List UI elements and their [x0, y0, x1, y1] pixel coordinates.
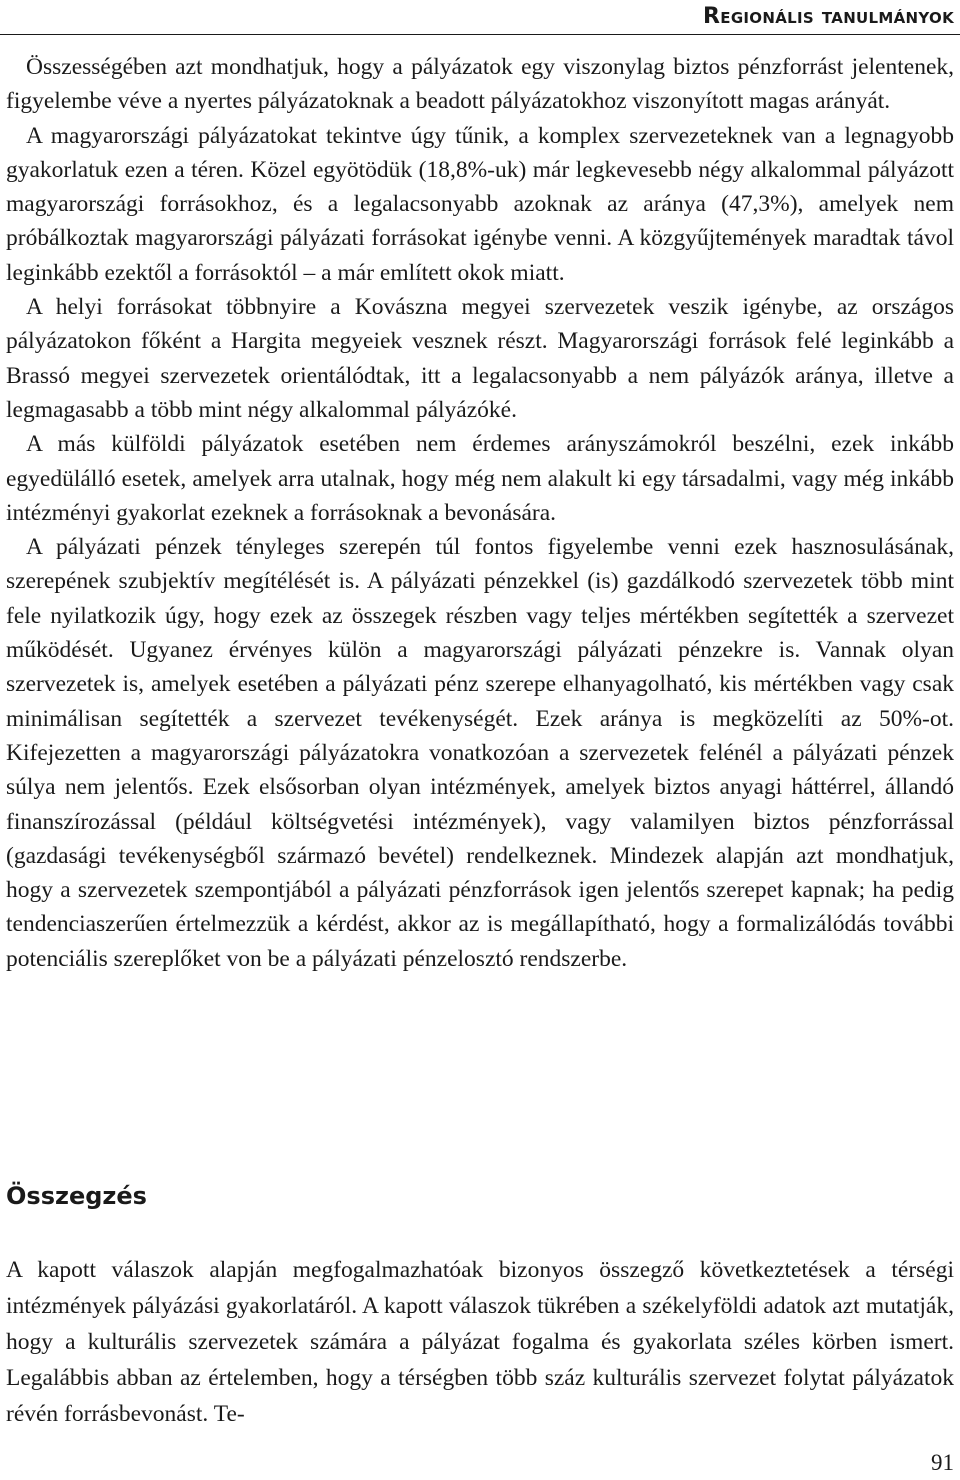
paragraph: A pályázati pénzek tényleges szerepén túl fontos figyelembe venni ezek hasznosulásának, szerepének szubjektív megítélését is. A pályázati pénzekkel (is) gazdálkodó szervezetek több mint fele nyilatkozik úgy, hogy ezek az összegek részben vagy teljes mértékben segítették a szervezet működését. Ugyanez érvényes külön a magyarországi pályázati pénzekre is. Vannak olyan szervezetek is, amelyek esetében a pályázati pénz szerepe elhanyagolható, kis mértékben vagy csak minimálisan segítették a szervezet tevékenységét. Ezek aránya is megközelíti az 50%-ot. Kifejezetten a magyarországi pályázatokra vonatkozóan a szervezetek felénél a pályázati pénzek súlya nem jelentős. Ezek elsősorban olyan intézmények, amelyek biztos anyagi háttérrel, állandó finanszírozással (például költségvetési intézmények), vagy valamilyen biztos pénzforrással (gazdasági tevékenységből származó bevétel) rendelkeznek. Mindezek alapján azt mondhatjuk, hogy a szervezetek szempontjából a pályázati pénzforrások igen jelentős szerepet kapnak; ha pedig tendenciaszerűen értelmezzük a kérdést, akkor az is megállapítható, hogy a formalizálódás további potenciális szereplőket von be a pályázati pénzelosztó rendszerbe.	[6, 534, 954, 972]
body-text	[6, 50, 954, 976]
section-title: Összegzés	[6, 1182, 147, 1210]
page-number: 91	[931, 1450, 954, 1475]
paragraph: Összességében azt mondhatjuk, hogy a pályázatok egy viszonylag biztos pénzforrást jelentenek, figyelembe véve a nyertes pályázatoknak a beadott pályázatokhoz viszonyított magas arányát.	[6, 54, 954, 115]
summary-paragraph: A kapott válaszok alapján megfogalmazhatóak bizonyos összegző következtetések a térségi intézmények pályázási gyakorlatáról. A kapott válaszok tükrében a székelyföldi adatok azt mutatják, hogy a kulturális szervezetek számára a pályázat fogalma és gyakorlata széles körben ismert. Legalábbis abban az értelemben, hogy a térségben több száz kulturális szervezet folytat pályázatok révén forrásbevonást. Te-	[6, 1257, 954, 1427]
paragraph: A helyi forrásokat többnyire a Kovászna megyei szervezetek veszik igénybe, az országos pályázatokon főként a Hargita megyeiek vesznek részt. Magyarországi források felé leginkább a Brassó megyei szervezetek orientálódtak, itt a legalacsonyabb a nem pályázók aránya, illetve a legmagasabb a több mint négy alkalommal pályázóké.	[6, 294, 954, 423]
paragraph: A magyarországi pályázatokat tekintve úgy tűnik, a komplex szervezeteknek van a legnagyobb gyakorlatuk ezen a téren. Közel egyötödük (18,8%-uk) már legkevesebb négy alkalommal pályázott magyarországi forrásokhoz, és a legalacsonyabb azoknak az aránya (47,3%), amelyek nem próbálkoztak magyarországi pályázati forrásokat igénybe venni. A közgyűjtemények maradtak távol leginkább ezektől a forrásoktól – a már említett okok miatt.	[6, 122, 954, 286]
summary-text	[6, 1252, 954, 1432]
paragraph: A más külföldi pályázatok esetében nem érdemes arányszámokról beszélni, ezek inkább egyedülálló esetek, amelyek arra utalnak, hogy még nem alakult ki egy társadalmi, vagy még inkább intézményi gyakorlat ezeknek a forrásoknak a bevonására.	[6, 431, 954, 526]
running-header: Regionális tanulmányok	[703, 4, 954, 29]
header-rule	[0, 34, 960, 35]
